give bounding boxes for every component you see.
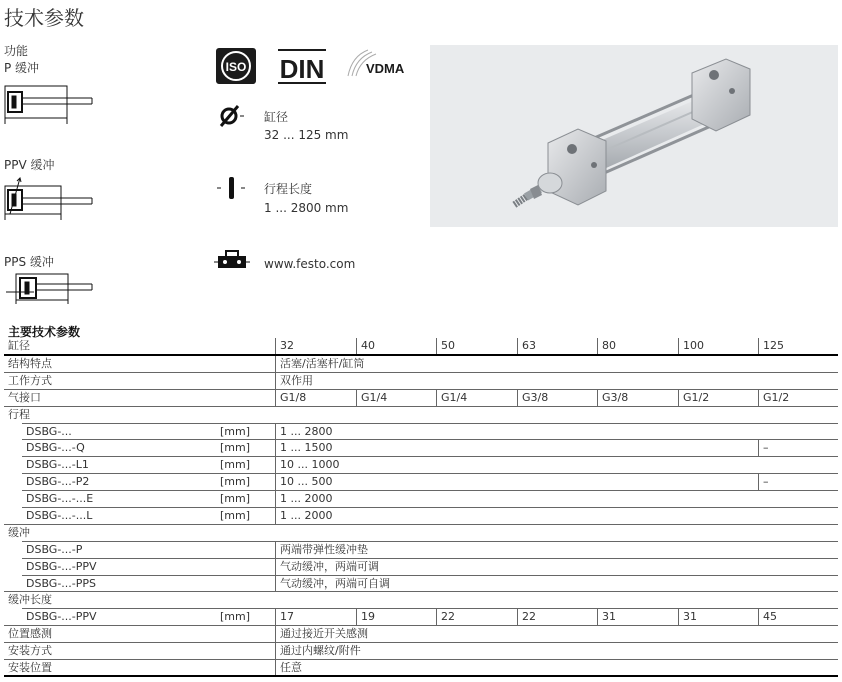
vdma-logo bbox=[348, 50, 405, 76]
p-cushion-symbol bbox=[4, 80, 96, 128]
table-row bbox=[4, 559, 838, 576]
group-label: 缓冲长度 bbox=[8, 593, 52, 607]
unit: [mm] bbox=[220, 509, 251, 523]
row-value: 通过内螺纹/附件 bbox=[280, 644, 361, 658]
row-label: 工作方式 bbox=[8, 373, 52, 387]
product-photo bbox=[430, 45, 838, 227]
stroke-value: 1 ... 2800 bbox=[280, 424, 333, 438]
unit: [mm] bbox=[220, 475, 251, 489]
header-size-32: 32 bbox=[280, 339, 294, 352]
festo-website-icon bbox=[214, 248, 250, 272]
table-title: 主要技术参数 bbox=[8, 325, 81, 339]
row-value: 活塞/活塞杆/缸筒 bbox=[280, 357, 365, 370]
port-value: G1/4 bbox=[441, 390, 468, 404]
row-value: 任意 bbox=[280, 661, 302, 675]
type-code: DSBG-...-PPS bbox=[26, 576, 97, 590]
table-row bbox=[4, 474, 838, 491]
table-row bbox=[4, 424, 838, 441]
group-heading-row bbox=[4, 407, 838, 424]
port-value: G3/8 bbox=[522, 390, 549, 404]
table-row bbox=[4, 660, 838, 677]
table-row bbox=[4, 457, 838, 474]
function-p-cushion-label: P 缓冲 bbox=[4, 61, 40, 75]
table-row bbox=[4, 373, 838, 390]
table-row bbox=[4, 390, 838, 407]
type-code: DSBG-... bbox=[26, 424, 72, 438]
unit: [mm] bbox=[220, 441, 251, 455]
unit: [mm] bbox=[220, 610, 251, 624]
group-label: 缓冲 bbox=[8, 525, 30, 539]
bore-label: 缸径 bbox=[264, 110, 289, 124]
cushion-length-value: 22 bbox=[522, 610, 536, 624]
iso-logo bbox=[216, 48, 256, 84]
table-row bbox=[4, 440, 838, 457]
stroke-value: 1 ... 2800 mm bbox=[264, 201, 349, 215]
function-pps-cushion-label: PPS 缓冲 bbox=[4, 255, 54, 269]
table-row bbox=[4, 491, 838, 508]
cushion-length-value: 22 bbox=[441, 610, 455, 624]
port-value: G3/8 bbox=[602, 390, 629, 404]
cushion-length-value: 31 bbox=[683, 610, 697, 624]
header-bore-label: 缸径 bbox=[8, 339, 30, 352]
cushion-value: 气动缓冲，两端可自调 bbox=[280, 576, 390, 590]
port-value: G1/8 bbox=[280, 390, 307, 404]
unit: [mm] bbox=[220, 492, 251, 506]
function-ppv-cushion-label: PPV 缓冲 bbox=[4, 158, 55, 172]
stroke-label: 行程长度 bbox=[264, 182, 313, 196]
table-row bbox=[4, 576, 838, 593]
table-row bbox=[4, 542, 838, 559]
cushion-length-value: 17 bbox=[280, 610, 294, 624]
header-size-125: 125 bbox=[763, 339, 784, 352]
stroke-value: 10 ... 1000 bbox=[280, 458, 340, 472]
stroke-value: 1 ... 1500 bbox=[280, 441, 333, 455]
svg-text:DIN: DIN bbox=[279, 54, 325, 84]
table-row bbox=[4, 356, 838, 373]
header-size-80: 80 bbox=[602, 339, 616, 352]
unit: [mm] bbox=[220, 424, 251, 438]
svg-text:VDMA: VDMA bbox=[366, 61, 405, 76]
type-code: DSBG-...-PPV bbox=[26, 559, 97, 573]
stroke-value-125: – bbox=[763, 441, 769, 455]
row-value: 通过接近开关感测 bbox=[280, 627, 368, 641]
type-code: DSBG-...-L1 bbox=[26, 458, 89, 472]
row-value: 双作用 bbox=[280, 373, 313, 387]
row-label: 气接口 bbox=[8, 390, 41, 404]
header-size-63: 63 bbox=[522, 339, 536, 352]
table-header-row bbox=[4, 338, 838, 356]
cushion-length-value: 19 bbox=[361, 610, 375, 624]
bore-value: 32 ... 125 mm bbox=[264, 128, 349, 142]
technical-data-table bbox=[4, 338, 838, 677]
function-heading: 功能 bbox=[4, 44, 29, 58]
cushion-value: 气动缓冲，两端可调 bbox=[280, 559, 379, 573]
row-label: 位置感测 bbox=[8, 627, 52, 641]
type-code: DSBG-...-P2 bbox=[26, 475, 90, 489]
type-code: DSBG-...-Q bbox=[26, 441, 85, 455]
din-logo bbox=[278, 50, 326, 84]
unit: [mm] bbox=[220, 458, 251, 472]
table-row bbox=[4, 508, 838, 525]
stroke-value: 10 ... 500 bbox=[280, 475, 333, 489]
svg-text:ISO: ISO bbox=[225, 60, 247, 74]
ppv-cushion-symbol bbox=[4, 174, 96, 222]
port-value: G1/2 bbox=[763, 390, 790, 404]
certification-logos bbox=[216, 46, 416, 91]
port-value: G1/2 bbox=[683, 390, 710, 404]
row-label: 安装位置 bbox=[8, 661, 52, 675]
type-code: DSBG-...-...E bbox=[26, 492, 94, 506]
table-row bbox=[4, 626, 838, 643]
stroke-value-125: – bbox=[763, 475, 769, 489]
group-label: 行程 bbox=[8, 407, 30, 421]
group-heading-row bbox=[4, 525, 838, 542]
type-code: DSBG-...-...L bbox=[26, 509, 93, 523]
group-heading-row bbox=[4, 592, 838, 609]
header-size-100: 100 bbox=[683, 339, 704, 352]
cushion-value: 两端带弹性缓冲垫 bbox=[280, 542, 368, 556]
stroke-value: 1 ... 2000 bbox=[280, 492, 333, 506]
website-link[interactable]: www.festo.com bbox=[264, 257, 356, 271]
port-value: G1/4 bbox=[361, 390, 388, 404]
type-code: DSBG-...-P bbox=[26, 542, 83, 556]
stroke-value: 1 ... 2000 bbox=[280, 509, 333, 523]
table-row bbox=[4, 643, 838, 660]
cushion-length-value: 31 bbox=[602, 610, 616, 624]
diameter-icon bbox=[218, 104, 246, 128]
header-size-50: 50 bbox=[441, 339, 455, 352]
header-size-40: 40 bbox=[361, 339, 375, 352]
stroke-length-icon bbox=[216, 174, 248, 202]
pps-cushion-symbol bbox=[4, 270, 96, 306]
type-code: DSBG-...-PPV bbox=[26, 610, 97, 624]
page-title: 技术参数 bbox=[4, 6, 84, 30]
row-label: 安装方式 bbox=[8, 644, 52, 658]
table-row bbox=[4, 609, 838, 626]
cushion-length-value: 45 bbox=[763, 610, 777, 624]
row-label: 结构特点 bbox=[8, 357, 52, 370]
